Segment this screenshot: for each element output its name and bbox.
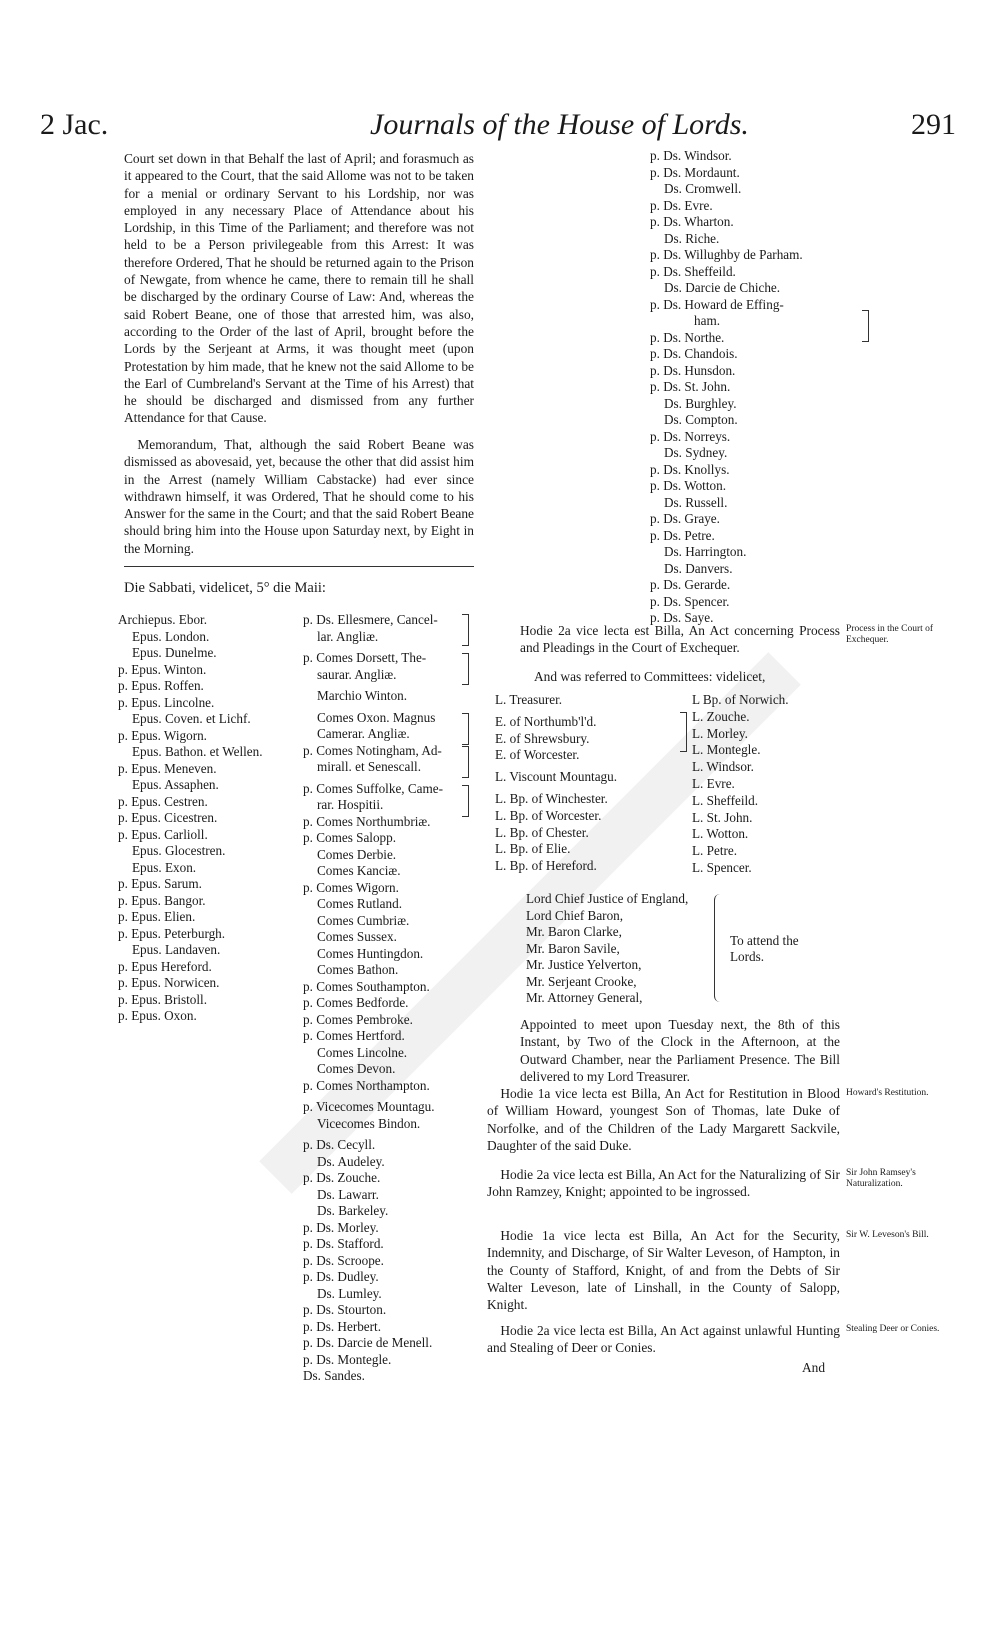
list-item: Ds. Harrington.: [664, 544, 747, 559]
brace: [462, 785, 469, 817]
list-item: p. Comes Salopp.: [303, 830, 397, 845]
list-item: p. Ds. Windsor.: [650, 148, 732, 163]
list-item: Mr. Baron Clarke,: [526, 924, 622, 939]
list-item: p. Epus. Carlioll.: [118, 826, 208, 842]
list-item: p. Epus. Bangor.: [118, 892, 206, 908]
hodie-entry-2: Hodie 1a vice lecta est Billa, An Act for Restitution in Blood of William Howard, youngest Son of Thomas, late Duke of Norfolke, and of the Children of the Lady Margarett Sackvile, Daughter of the said Duke.: [487, 1086, 840, 1153]
margin-note-5: Stealing Deer or Conies.: [846, 1324, 940, 1334]
list-item: p. Epus. Sarum.: [118, 876, 202, 891]
list-item: Comes Oxon. Magnus: [317, 709, 436, 725]
list-item: L. Bp. of Elie.: [495, 841, 571, 857]
list-item: Comes Cumbriæ.: [317, 912, 410, 928]
list-item: Ds. Danvers.: [664, 560, 733, 576]
judges-list: [526, 891, 741, 1007]
page-number: 291: [911, 108, 956, 141]
list-item: p. Comes Notingham, Ad-: [303, 742, 442, 758]
list-item: Ds. Cromwell.: [664, 181, 742, 196]
header-session: 2 Jac.: [40, 108, 109, 141]
list-item: p. Ds. Zouche.: [303, 1170, 381, 1185]
list-item: L Bp. of Norwich.: [692, 692, 789, 707]
attendance-list-bishops: [118, 612, 298, 1025]
list-item: Comes Bathon.: [317, 962, 399, 977]
list-item: Camerar. Angliæ.: [317, 726, 410, 741]
brace: [862, 310, 869, 342]
list-item: p. Ds. Stafford.: [303, 1236, 384, 1251]
list-item: E. of Shrewsbury.: [495, 730, 590, 746]
list-item: Mr. Justice Yelverton,: [526, 957, 642, 972]
list-item: L. Bp. of Winchester.: [495, 790, 608, 806]
list-item: p. Ds. Evre.: [650, 197, 713, 213]
list-item: p. Epus. Bristoll.: [118, 991, 208, 1007]
list-item: p. Ds. Cecyll.: [303, 1137, 376, 1152]
list-item: p. Epus. Elien.: [118, 909, 196, 924]
margin-note-1: Process in the Court of Exchequer.: [846, 624, 934, 645]
list-item: p. Comes Suffolke, Came-: [303, 780, 444, 796]
list-item: Ds. Riche.: [664, 230, 720, 246]
list-item: Epus. Assaphen.: [132, 777, 219, 792]
list-item: p. Epus Hereford.: [118, 958, 212, 974]
list-item: p. Ds. Sheffeild.: [650, 263, 736, 279]
list-item: Epus. Glocestren.: [132, 843, 226, 858]
list-item: Mr. Serjeant Crooke,: [526, 973, 637, 989]
margin-note-4: Sir W. Leveson's Bill.: [846, 1230, 929, 1240]
list-item: p. Ds. Petre.: [650, 527, 715, 543]
list-item: p. Ds. Spencer.: [650, 593, 730, 609]
brace: [462, 746, 469, 778]
list-item: Comes Kanciæ.: [317, 863, 401, 878]
list-item: Epus. Coven. et Lichf.: [132, 711, 251, 726]
hodie-entry-1: Hodie 2a vice lecta est Billa, An Act concerning Process and Pleadings in the Court of Exchequer.: [520, 623, 840, 656]
list-item: Archiepus. Ebor.: [118, 612, 207, 627]
list-item: p. Epus. Winton.: [118, 661, 207, 677]
attendance-list-earls: [303, 612, 478, 1385]
list-item: p. Ds. Northe.: [650, 329, 725, 345]
list-item: Vicecomes Bindon.: [317, 1115, 421, 1131]
list-item: L. Evre.: [692, 775, 735, 791]
list-item: E. of Worcester.: [495, 747, 580, 763]
list-item: p. Epus. Cicestren.: [118, 810, 218, 825]
brace: [680, 712, 687, 752]
list-item: Comes Lincolne.: [317, 1044, 408, 1060]
hodie-entry-4: Hodie 1a vice lecta est Billa, An Act for the Security, Indemnity, and Discharge, of Sir Walter Leveson, of Hampton, in the County of Stafford, Knight, of and from the Debts of Sir Walter Leveson, late of Linshall, in the County of Salopp, Knight.: [487, 1228, 840, 1313]
list-item: L. Zouche.: [692, 708, 750, 724]
list-item: Epus. London.: [132, 628, 210, 644]
brace: [462, 614, 469, 646]
page-header: [40, 108, 956, 142]
list-item: p. Ds. Ellesmere, Cancel-: [303, 612, 438, 627]
list-item: p. Ds. Stourton.: [303, 1302, 387, 1317]
list-item: L. Spencer.: [692, 859, 752, 875]
list-item: p. Ds. Willughby de Parham.: [650, 247, 803, 262]
list-item: saurar. Angliæ.: [317, 666, 397, 682]
list-item: p. Comes Southampton.: [303, 978, 430, 994]
brace: [462, 713, 469, 745]
left-paragraph-2: Memorandum, That, although the said Robert Beane was dismissed as abovesaid, yet, because the other that did assist him in the Arrest (namely William Cabstacke) had ever since withdrawn himself, it was Ordered, That he should come to his Answer for the same in the Court; and that the said Robert Beane should bring him into the House upon Saturday next, by Eight in the Morning.: [124, 437, 474, 556]
committees-left: [495, 692, 685, 875]
list-item: Ds. Audeley.: [317, 1153, 385, 1169]
list-item: L. Sheffeild.: [692, 792, 759, 808]
list-item: p. Epus. Lincolne.: [118, 694, 215, 710]
list-item: p. Ds. Herbert.: [303, 1318, 382, 1334]
list-item: p. Ds. Saye.: [650, 610, 714, 625]
list-item: Ds. Barkeley.: [317, 1203, 389, 1218]
list-item: Mr. Attorney General,: [526, 990, 643, 1005]
judges-brace: [714, 894, 723, 1002]
hodie-entry-5: Hodie 2a vice lecta est Billa, An Act against unlawful Hunting and Stealing of Deer or Conies.: [487, 1323, 840, 1356]
list-item: rar. Hospitii.: [317, 797, 384, 812]
list-item: p. Epus. Peterburgh.: [118, 925, 226, 941]
left-paragraph-1: Court set down in that Behalf the last of April; and forasmuch as it appeared to the Court, that the said Allome was not to be taken for a menial or ordinary Servant to his Lordship, nor was employed in any necessary Place of Attendance about his Lordship, in this Time of the Parliament; and therefore was not held to be a Person privilegeable from this Arrest: It was therefore Ordered, That he should be returned again to the Prison of Newgate, from whence he came, there to remain till he shall be discharged by the ordinary Course of Law: And, whereas the said Robert Beane, one of those that arrested him, was also, according to the Order of the last of April, brought before the Lords by the Serjeant at Arms, it was thought meet (upon Protestation by him made, that he knew not the said Allome to be the Earl of Cumbreland's Servant at the Time of his Arrest) that he should be discharged and dismissed from any further Attendance for that Cause.: [124, 151, 474, 426]
list-item: p. Comes Dorsett, The-: [303, 650, 427, 665]
list-item: Comes Derbie.: [317, 846, 397, 862]
list-item: Ds. Burghley.: [664, 395, 737, 411]
appointed-note: Appointed to meet upon Tuesday next, the 8th of this Instant, by Two of the Clock in the Afternoon, at the Outward Chamber, near the Parliament Presence. The Bill delivered to my Lord Treasurer.: [520, 1017, 840, 1084]
list-item: p. Ds. Gerarde.: [650, 577, 731, 592]
list-item: Ds. Darcie de Chiche.: [664, 280, 781, 295]
list-item: p. Ds. Wotton.: [650, 478, 726, 493]
list-item: E. of Northumb'l'd.: [495, 713, 597, 729]
list-item: ham.: [694, 313, 721, 328]
list-item: p. Ds. Morley.: [303, 1219, 379, 1235]
list-item: Marchio Winton.: [317, 688, 408, 703]
list-item: L. Wotton.: [692, 826, 749, 842]
list-item: p. Epus. Wigorn.: [118, 727, 207, 743]
list-item: Epus. Exon.: [132, 859, 197, 875]
list-item: Ds. Compton.: [664, 412, 738, 427]
list-item: p. Ds. Scroope.: [303, 1252, 384, 1268]
header-title: Journals of the House of Lords.: [370, 108, 749, 141]
list-item: Ds. Lumley.: [317, 1285, 382, 1301]
list-item: p. Epus. Roffen.: [118, 678, 204, 693]
list-item: Comes Sussex.: [317, 929, 397, 944]
list-item: L. Morley.: [692, 725, 748, 741]
catchword: And: [802, 1360, 826, 1375]
list-item: Ds. Sydney.: [664, 445, 728, 460]
list-item: Lord Chief Justice of England,: [526, 891, 689, 906]
list-item: Lord Chief Baron,: [526, 907, 624, 923]
list-item: p. Comes Northumbriæ.: [303, 813, 431, 829]
list-item: p. Comes Wigorn.: [303, 879, 399, 895]
list-item: p. Ds. Dudley.: [303, 1269, 379, 1284]
list-item: L. Bp. of Chester.: [495, 824, 589, 840]
list-item: Ds. Lawarr.: [317, 1186, 379, 1202]
list-item: p. Ds. Norreys.: [650, 428, 731, 444]
list-item: Ds. Russell.: [664, 494, 728, 510]
list-item: Comes Devon.: [317, 1061, 396, 1076]
list-item: p. Ds. Knollys.: [650, 461, 730, 477]
list-item: L. Windsor.: [692, 759, 754, 775]
list-item: p. Epus. Cestren.: [118, 793, 208, 809]
list-item: mirall. et Senescall.: [317, 759, 421, 774]
list-item: L. Viscount Mountagu.: [495, 769, 618, 785]
list-item: p. Comes Hertford.: [303, 1028, 405, 1043]
list-item: p. Epus. Meneven.: [118, 760, 217, 776]
list-item: p. Ds. Montegle.: [303, 1351, 392, 1367]
brace: [462, 653, 469, 685]
list-item: Comes Huntingdon.: [317, 945, 424, 961]
list-item: Ds. Sandes.: [303, 1368, 365, 1383]
list-item: p. Ds. Mordaunt.: [650, 164, 740, 180]
list-item: p. Ds. Darcie de Menell.: [303, 1335, 433, 1350]
section-divider: [124, 566, 474, 567]
hodie-entry-3: Hodie 2a vice lecta est Billa, An Act for the Naturalizing of Sir John Ramzey, Knight; appointed to be ingrossed.: [487, 1167, 840, 1200]
list-item: L. Treasurer.: [495, 692, 563, 707]
committees-right: [692, 692, 842, 877]
list-item: p. Ds. St. John.: [650, 379, 731, 394]
list-item: p. Comes Pembroke.: [303, 1011, 413, 1027]
margin-note-2: Howard's Restitution.: [846, 1088, 929, 1098]
list-item: Epus. Landaven.: [132, 942, 221, 957]
list-item: p. Vicecomes Mountagu.: [303, 1099, 435, 1114]
list-item: L. St. John.: [692, 809, 753, 825]
list-item: Epus. Dunelme.: [132, 645, 217, 660]
list-item: L. Petre.: [692, 843, 738, 859]
attendance-list-barons: [650, 148, 860, 627]
list-item: L. Bp. of Hereford.: [495, 858, 597, 874]
list-item: p. Epus. Oxon.: [118, 1008, 197, 1023]
committees-intro: And was referred to Committees: videlicet,: [534, 669, 766, 684]
list-item: L. Bp. of Worcester.: [495, 807, 602, 823]
list-item: p. Comes Northampton.: [303, 1077, 430, 1093]
list-item: Mr. Baron Savile,: [526, 940, 620, 956]
list-item: p. Epus. Norwicen.: [118, 975, 220, 990]
margin-note-3: Sir John Ramsey's Naturalization.: [846, 1168, 916, 1189]
list-item: L. Montegle.: [692, 742, 761, 758]
list-item: p. Ds. Wharton.: [650, 214, 734, 229]
list-item: p. Ds. Graye.: [650, 511, 720, 526]
list-item: p. Ds. Howard de Effing-: [650, 296, 784, 312]
list-item: p. Ds. Hunsdon.: [650, 362, 736, 378]
die-heading: Die Sabbati, videlicet, 5° die Maii:: [124, 580, 326, 596]
list-item: p. Ds. Chandois.: [650, 346, 738, 361]
list-item: lar. Angliæ.: [317, 628, 379, 644]
list-item: p. Comes Bedforde.: [303, 995, 409, 1010]
list-item: Epus. Bathon. et Wellen.: [132, 744, 263, 759]
list-item: Comes Rutland.: [317, 896, 402, 911]
attend-note: To attend the Lords.: [730, 933, 799, 964]
